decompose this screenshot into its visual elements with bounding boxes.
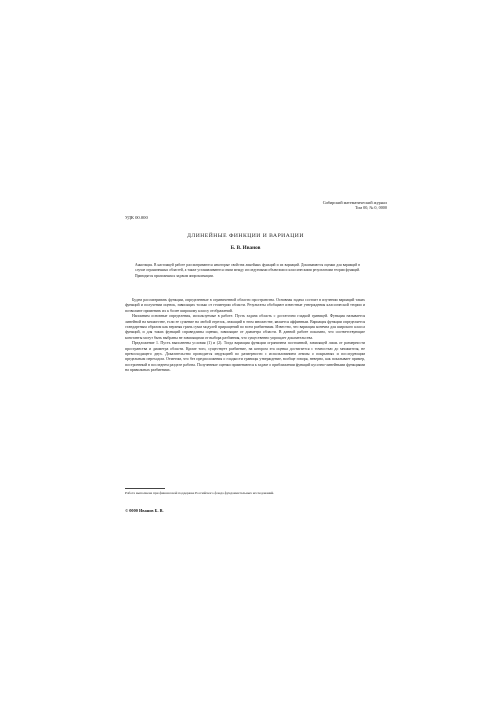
- journal-issue: Том 00, № 0, 0000: [355, 205, 387, 211]
- copyright: © 0000 Иванов Б. В.: [125, 508, 164, 513]
- journal-header: [323, 200, 387, 211]
- paragraph: Напомним основные определения, используемые в работе. Пусть задана область с достаточно гладкой границей. Функция называется линейной на множестве, если ее сужение на любой отрезок, лежащий в этом множестве, является аффинным. Вариация функции определяется стандартным образом как верхняя грань сумм модулей приращений по всем разбиениям. Известно, что вариация конечна для широкого класса функций, и для таких функций справедливы оценки, зависящие от диаметра области. В данной работе показано, что соответствующие константы могут быть выбраны не зависящими от выбора разбиения, что существенно упрощает доказательства.: [125, 314, 365, 340]
- paper-title: ДЛИНЕЙНЫЕ ФИНКЦИИ И ВАРИАЦИИ: [187, 233, 304, 239]
- udc-code: УДК 00.000: [125, 215, 148, 220]
- footnote: Работа выполнена при финансовой поддержке Российского фонда фундаментальных исследований.: [125, 491, 275, 495]
- paragraph: Предложение 1. Пусть выполнены условия (1) и (2). Тогда вариация функции ограничена постоянной, зависящей лишь от размерности пространства и диаметра области. Кроме того, существует разбиение, на котором эта оценка достигается с точностью до множителя, не превосходящего двух. Доказательство проводится индукцией по размерности с использованием леммы о покрытиях и последующим предельным переходом. Отметим, что без предположения о гладкости границы утверждение, вообще говоря, неверно, как показывает пример, построенный в последнем разделе работы. Полученные оценки применяются к задаче о приближении функций кусочно-линейными функциями на правильных разбиениях.: [125, 341, 365, 372]
- abstract: Аннотация. В настоящей работе рассматриваются некоторые свойства линейных функций и их вариаций. Доказываются оценки для вариаций в случае ограниченных областей, а также устанавливаются связи между исследуемыми объектами и классическими результатами теории функций. Приводятся приложения к задачам аппроксимации.: [135, 263, 360, 278]
- body-text: [125, 298, 365, 374]
- journal-name: Сибирский математический журнал: [322, 200, 387, 205]
- paragraph: Будем рассматривать функции, определенные в ограниченной области пространства. Основная задача состоит в изучении вариаций таких функций и получении оценок, зависящих только от геометрии области. Результаты обобщают известные утверждения классической теории и позволяют применять их к более широкому классу отображений.: [125, 298, 365, 313]
- paper-author: Б. В. Иванов: [230, 245, 261, 251]
- footnote-rule: [125, 488, 165, 489]
